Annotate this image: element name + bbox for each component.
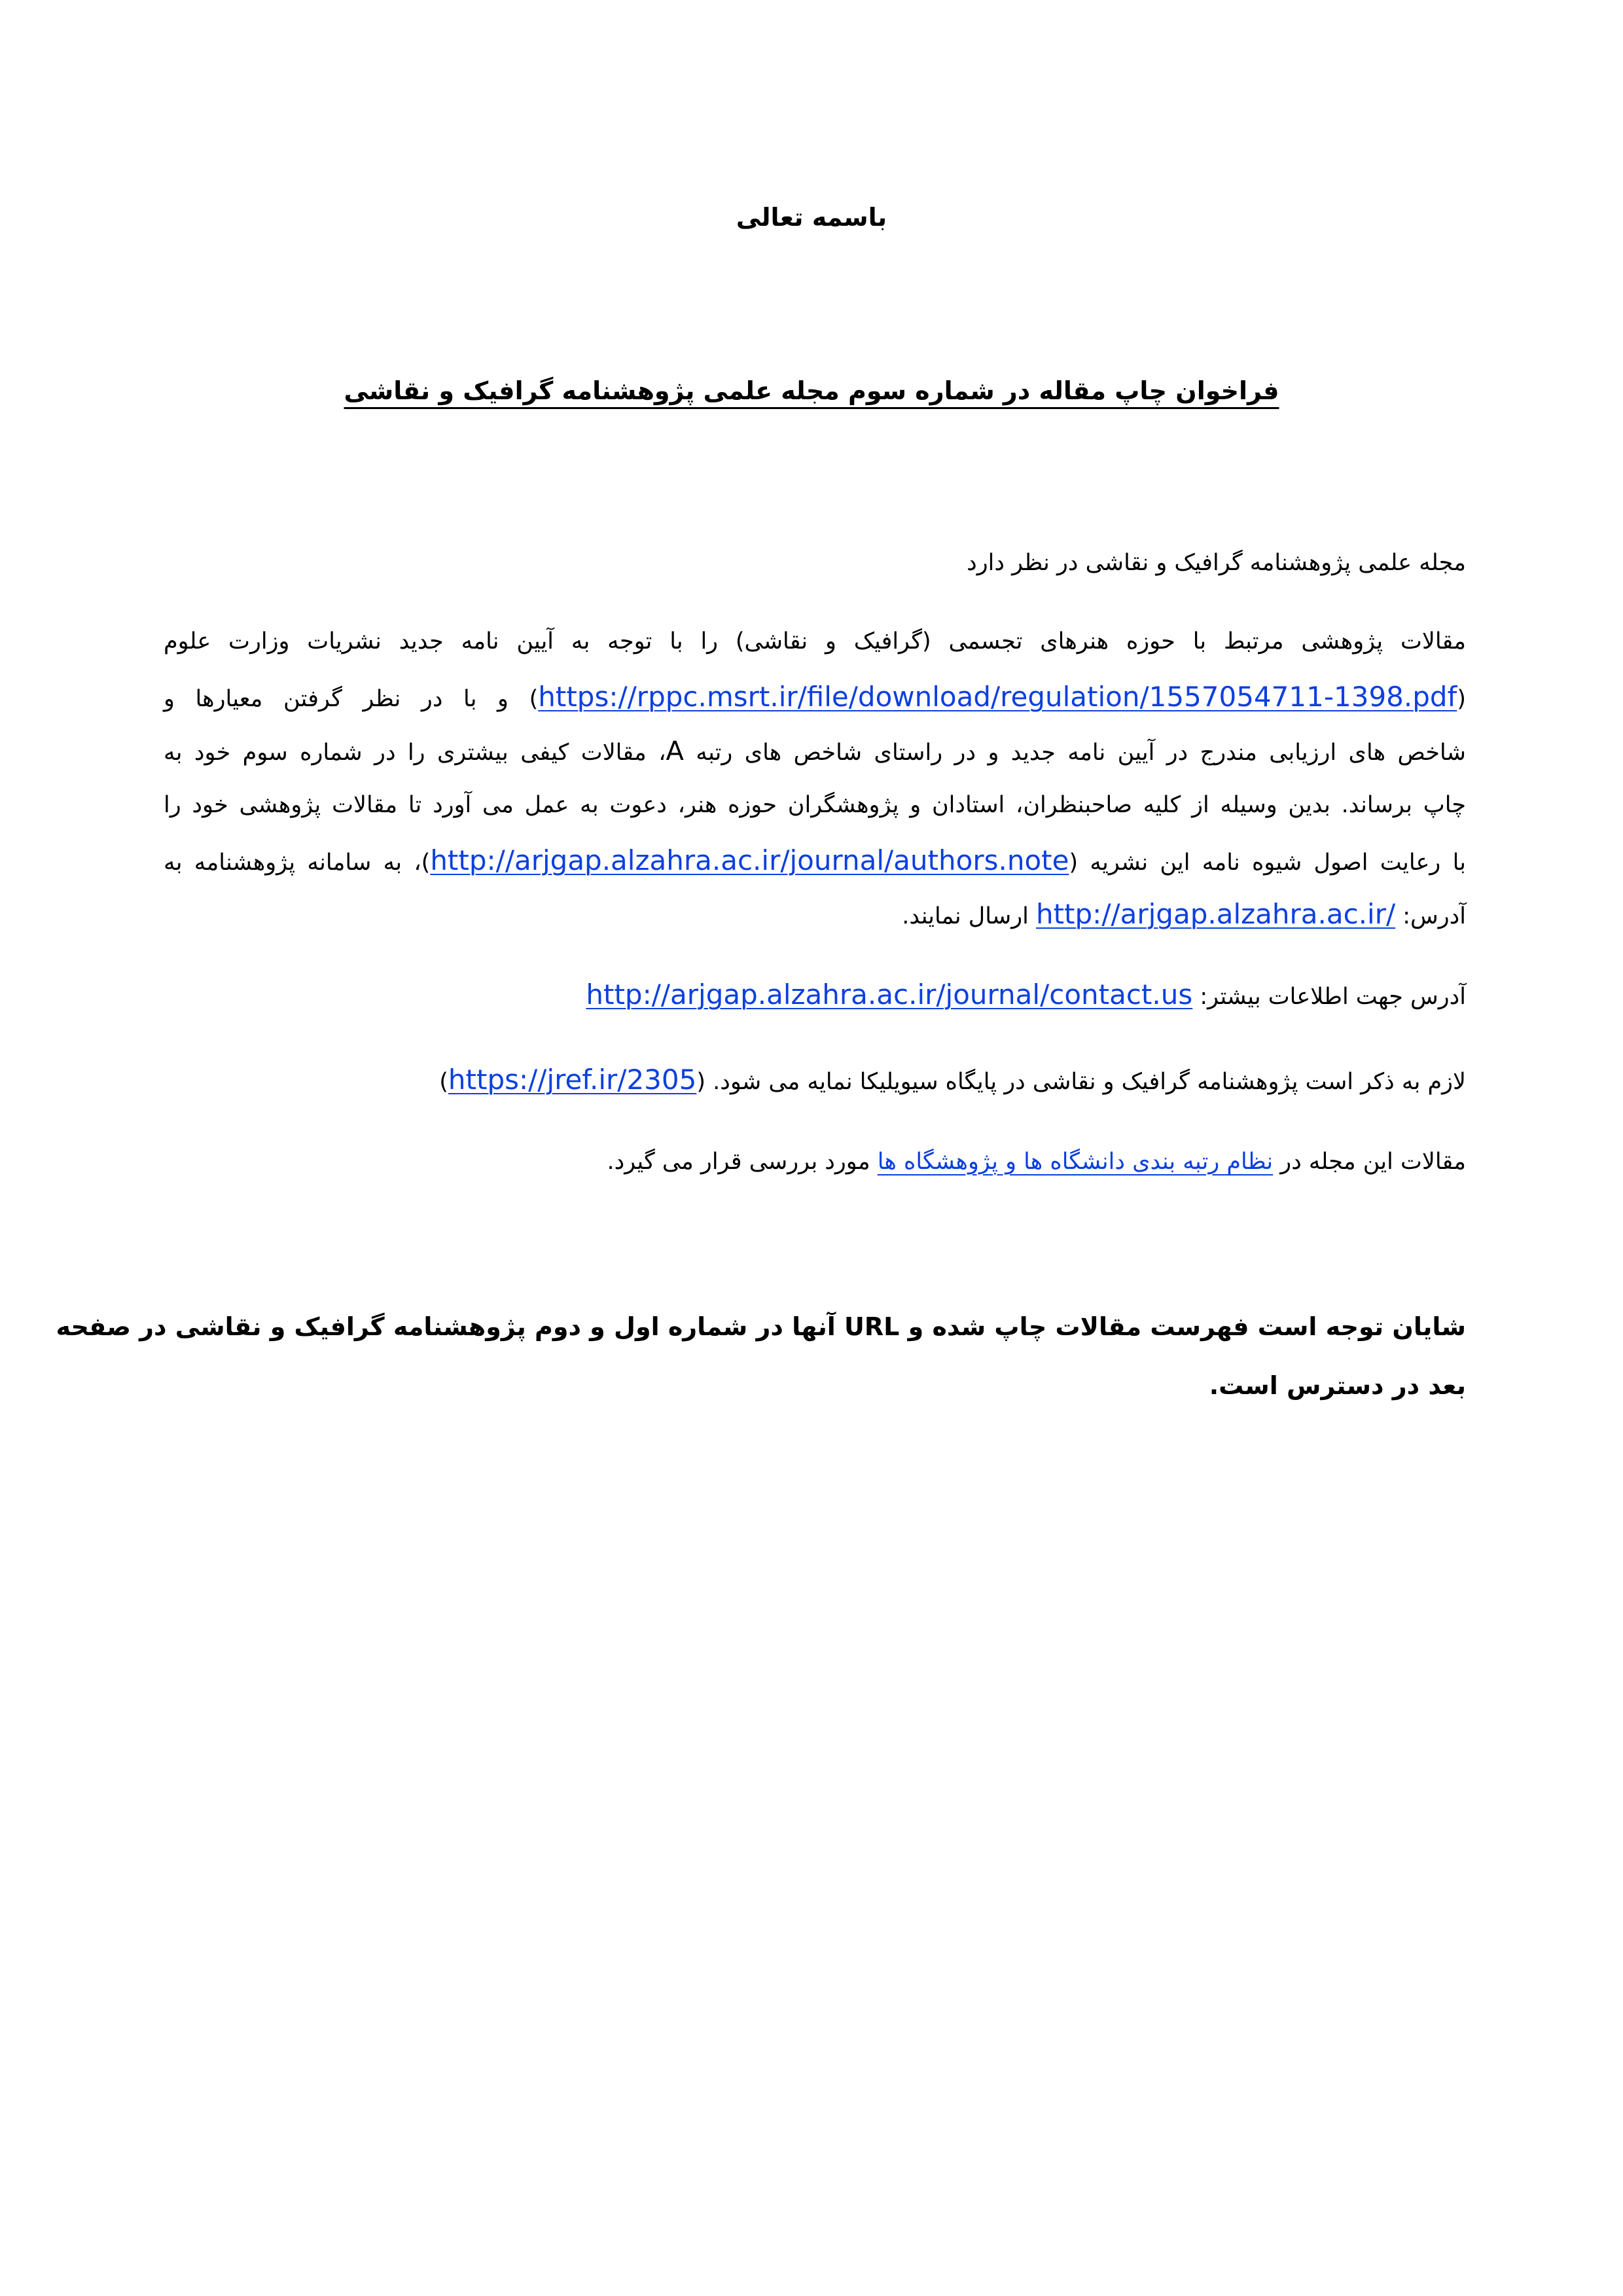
invocation-text: باسمه تعالی — [736, 203, 887, 232]
paragraph-line-4-text: چاپ برساند. بدین وسیله از کلیه صاحبنظران، استادان و پژوهشگران حوزه هنر، دعوت به عمل می آورد تا مقالات پژوهشی خود را — [164, 792, 1466, 818]
paragraph-line-2 — [164, 681, 1466, 713]
index-close: ) — [439, 1069, 448, 1095]
paragraph-line-1-text: مقالات پژوهشی مرتبط با حوزه هنرهای تجسمی (گرافیک و نقاشی) را با توجه به آیین نامه جدید نشریات وزارت علوم — [164, 628, 1466, 655]
paragraph-line-5-text: با رعایت اصول شیوه نامه این نشریه ( — [1069, 850, 1466, 876]
paragraph-line-3-rest: ، مقالات کیفی بیشتری را در شماره سوم خود به — [164, 740, 666, 766]
paragraph-line-5 — [164, 844, 1466, 876]
notice-line-2-text: بعد در دسترس است. — [1209, 1371, 1466, 1400]
notice-line-2 — [1209, 1371, 1466, 1400]
intro-text: مجله علمی پژوهشنامه گرافیک و نقاشی در نظر دارد — [967, 550, 1466, 576]
paragraph-line-3 — [164, 736, 1466, 766]
invocation-heading — [0, 203, 1623, 232]
paragraph-line-4 — [164, 792, 1466, 818]
paragraph-line-1 — [164, 628, 1466, 655]
ranking-pre: مقالات این مجله در — [1273, 1149, 1466, 1175]
index-line — [439, 1064, 1466, 1096]
grade-letter: A — [666, 736, 684, 766]
title-text: فراخوان چاپ مقاله در شماره سوم مجله علمی پژوهشنامه گرافیک و نقاشی — [344, 376, 1279, 405]
notice-line-1-pre: شایان توجه است فهرست مقالات چاپ شده و — [899, 1312, 1466, 1341]
civilica-link[interactable]: https://jref.ir/2305 — [448, 1064, 697, 1096]
notice-line-1 — [56, 1312, 1466, 1341]
contact-link[interactable]: http://arjgap.alzahra.ac.ir/journal/contact.us — [586, 978, 1193, 1011]
authors-note-link[interactable]: http://arjgap.alzahra.ac.ir/journal/authors.note — [430, 844, 1069, 876]
address-label: آدرس: — [1395, 903, 1466, 929]
paragraph-line-2-text: ) و با در نظر گرفتن معیارها و — [164, 686, 539, 712]
paragraph-line-3-text: شاخص های ارزیابی مندرج در آیین نامه جدید و در راستای شاخص های رتبه — [683, 740, 1466, 766]
index-text: لازم به ذکر است پژوهشنامه گرافیک و نقاشی در پایگاه سیویلیکا نمایه می شود. ( — [696, 1069, 1466, 1095]
paragraph-line-6 — [902, 898, 1466, 930]
ranking-post: مورد بررسی قرار می گیرد. — [607, 1149, 878, 1175]
submit-text: ارسال نمایند. — [902, 903, 1036, 929]
call-for-papers-title — [0, 376, 1623, 405]
paragraph-line-5-rest: )، به سامانه پژوهشنامه به — [164, 850, 431, 876]
journal-home-link[interactable]: http://arjgap.alzahra.ac.ir/ — [1035, 898, 1396, 930]
paragraph-line-2-open: ( — [1457, 686, 1466, 712]
ranking-line — [607, 1149, 1466, 1175]
ranking-system-link[interactable]: نظام رتبه بندی دانشگاه ها و پژوهشگاه ها — [877, 1149, 1274, 1175]
contact-label: آدرس جهت اطلاعات بیشتر: — [1192, 984, 1466, 1010]
url-word: URL — [844, 1312, 900, 1341]
notice-line-1-post: آنها در شماره اول و دوم پژوهشنامه گرافیک و نقاشی در صفحه — [56, 1312, 845, 1341]
intro-line — [967, 550, 1466, 576]
regulation-link[interactable]: https://rppc.msrt.ir/file/download/regulation/1557054711-1398.pdf — [538, 681, 1457, 713]
contact-line — [586, 978, 1466, 1011]
